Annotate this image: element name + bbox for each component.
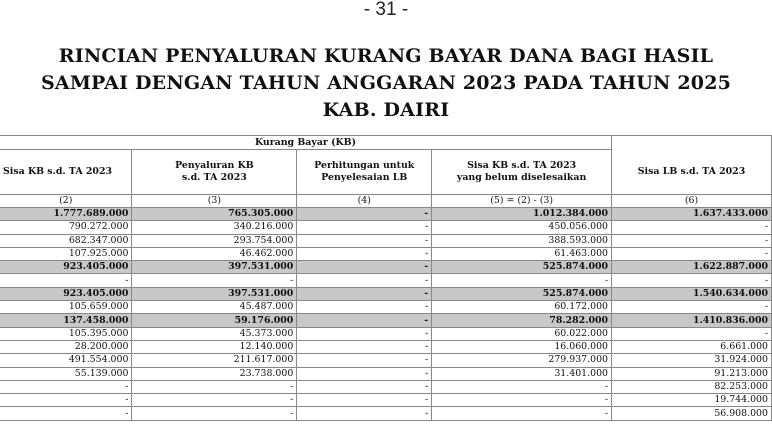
table-cell: 1.622.887.000 [612,261,772,274]
table-cell: - [0,407,132,420]
table-cell: 682.347.000 [0,234,132,247]
table-cell: 450.056.000 [432,221,612,234]
table-cell: - [132,394,297,407]
page-number: - 31 - [363,0,409,20]
col-code-3: (3) [132,195,297,208]
table-cell: 28.200.000 [0,340,132,353]
table-cell: 31.924.000 [612,354,772,367]
table-cell: - [132,380,297,393]
table-cell: 45.373.000 [132,327,297,340]
table-cell: 279.937.000 [432,354,612,367]
table-cell: 105.659.000 [0,301,132,314]
table-row [0,407,772,420]
col-header-penyaluran-kb-l1: Penyaluran KB [175,160,254,171]
table-cell: - [432,394,612,407]
table-row [0,340,772,353]
table-cell: - [297,394,432,407]
col-header-sisa-kb: Sisa KB s.d. TA 2023 [0,150,132,195]
table-cell: - [297,221,432,234]
table-row [0,208,772,221]
table-row [0,301,772,314]
table-cell: - [297,247,432,260]
table-row [0,327,772,340]
table-cell: 23.738.000 [132,367,297,380]
table-cell: 59.176.000 [132,314,297,327]
table-cell: - [132,274,297,287]
table-cell: 105.395.000 [0,327,132,340]
table-cell: 6.661.000 [612,340,772,353]
table-cell: 397.531.000 [132,261,297,274]
table-cell: - [612,234,772,247]
table-cell: - [0,394,132,407]
table-cell: 107.925.000 [0,247,132,260]
table-cell: 340.216.000 [132,221,297,234]
table-cell: - [612,247,772,260]
table-cell: 211.617.000 [132,354,297,367]
table-cell: 31.401.000 [432,367,612,380]
table-cell: - [297,380,432,393]
table-cell: 55.139.000 [0,367,132,380]
col-header-perhitungan [297,150,432,195]
table-cell: - [297,274,432,287]
table-cell: 1.777.689.000 [0,208,132,221]
title-line-2: SAMPAI DENGAN TAHUN ANGGARAN 2023 PADA TAHUN 2025 [40,72,732,94]
table-cell: 16.060.000 [432,340,612,353]
table-cell: 56.908.000 [612,407,772,420]
table-row [0,261,772,274]
table-cell: 1.637.433.000 [612,208,772,221]
table-row [0,394,772,407]
table-cell: 1.410.836.000 [612,314,772,327]
header-label-row [0,150,772,195]
col-header-sisa-kb-belum [432,150,612,195]
table-cell: 525.874.000 [432,261,612,274]
table-cell: - [297,340,432,353]
table-cell: 91.213.000 [612,367,772,380]
table-cell: 765.305.000 [132,208,297,221]
header-group-row [0,136,772,150]
table-cell: 46.462.000 [132,247,297,260]
table-row [0,247,772,260]
table-cell: - [432,274,612,287]
table-cell: - [297,261,432,274]
table-cell: - [297,287,432,300]
table-cell: 293.754.000 [132,234,297,247]
table-cell: - [297,407,432,420]
table-row [0,380,772,393]
table-cell: - [612,274,772,287]
table-cell: - [297,314,432,327]
kurang-bayar-table [0,135,772,421]
table-row [0,314,772,327]
col-code-6: (6) [612,195,772,208]
table-cell: - [0,380,132,393]
table-cell: - [432,380,612,393]
table-cell: 137.458.000 [0,314,132,327]
table-cell: 1.540.634.000 [612,287,772,300]
table-cell: - [612,301,772,314]
table-cell: - [297,354,432,367]
table-cell: 388.593.000 [432,234,612,247]
table-body [0,208,772,421]
table-cell: 397.531.000 [132,287,297,300]
table-cell: - [132,407,297,420]
table-cell: - [297,234,432,247]
table-row [0,354,772,367]
table-cell: - [612,327,772,340]
table-cell: - [0,274,132,287]
table-cell: 60.172.000 [432,301,612,314]
table-row [0,274,772,287]
table-row [0,221,772,234]
table-cell: 82.253.000 [612,380,772,393]
table-cell: 60.022.000 [432,327,612,340]
col-code-2: (2) [0,195,132,208]
table-cell: - [297,301,432,314]
col-header-perhitungan-l1: Perhitungan untuk [314,160,415,171]
table-cell: 61.463.000 [432,247,612,260]
table-row [0,367,772,380]
group-header-blank [612,136,772,150]
col-code-4: (4) [297,195,432,208]
table-cell: - [297,367,432,380]
title-line-3: KAB. DAIRI [322,99,450,121]
table-cell: 491.554.000 [0,354,132,367]
table-cell: 19.744.000 [612,394,772,407]
col-header-sisa-kb-belum-l2: yang belum diselesaikan [456,172,587,183]
col-header-perhitungan-l2: Penyelesaian LB [321,172,408,183]
table-cell: 1.012.384.000 [432,208,612,221]
table-cell: 78.282.000 [432,314,612,327]
title-line-1: RINCIAN PENYALURAN KURANG BAYAR DANA BAGI HASIL [58,45,714,67]
table-row [0,287,772,300]
document-title [0,43,772,124]
header-code-row [0,195,772,208]
col-code-5: (5) = (2) - (3) [432,195,612,208]
table-cell: - [432,407,612,420]
table-cell: - [297,208,432,221]
group-header-kurang-bayar: Kurang Bayar (KB) [0,136,612,150]
table-row [0,234,772,247]
table-cell: 923.405.000 [0,287,132,300]
table-cell: 45.487.000 [132,301,297,314]
table-cell: - [297,327,432,340]
table-cell: 923.405.000 [0,261,132,274]
col-header-penyaluran-kb-l2: s.d. TA 2023 [182,172,247,183]
table-cell: 790.272.000 [0,221,132,234]
table-cell: 12.140.000 [132,340,297,353]
col-header-penyaluran-kb [132,150,297,195]
table-cell: - [612,221,772,234]
col-header-sisa-kb-belum-l1: Sisa KB s.d. TA 2023 [467,160,577,171]
table-cell: 525.874.000 [432,287,612,300]
col-header-sisa-lb: Sisa LB s.d. TA 2023 [612,150,772,195]
